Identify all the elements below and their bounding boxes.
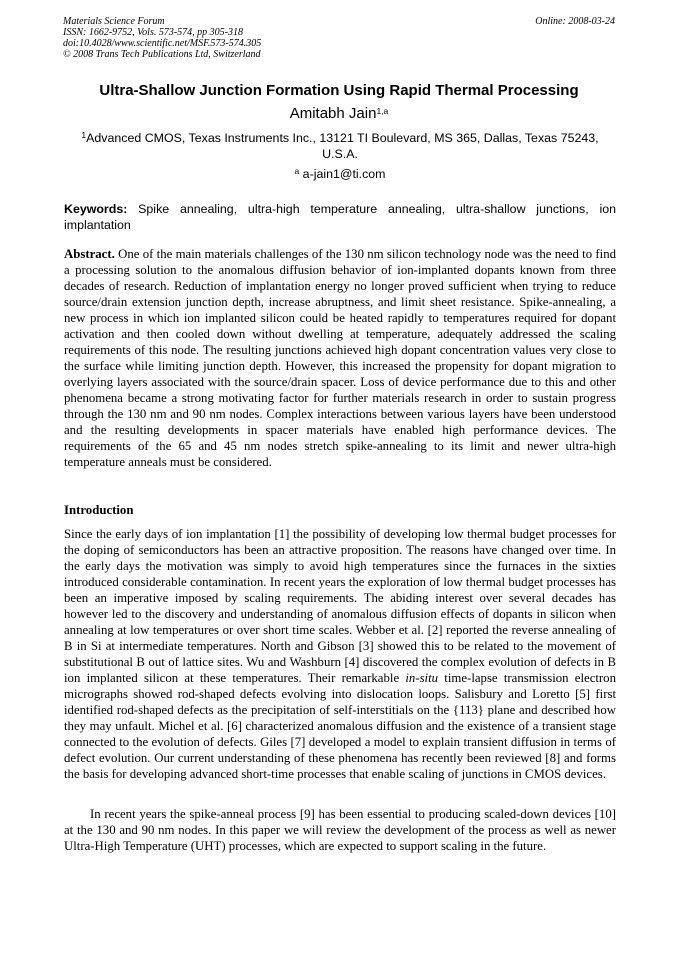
online-date: Online: 2008-03-24	[535, 16, 615, 27]
introduction-paragraph-1	[64, 526, 616, 782]
abstract	[64, 246, 616, 470]
abstract-text: One of the main materials challenges of the 130 nm silicon technology node was the need to find a processing solution to the anomalous diffusion behavior of ion-implanted dopants known from three decades of research. Reduction of implantation energy no longer proved sufficient when trying to reduce source/drain extension junction depth, increase abruptness, and limit sheet resistance. Spike-annealing, a new process in which ion implanted silicon could be heated rapidly to temperatures required for dopant activation and then cooled down without dwelling at temperature, adequately addressed the scaling requirements of this node. The resulting junctions achieved high dopant concentration values very close to the surface while limiting junction depth. However, this increased the propensity for dopant migration to overlying layers associated with the source/drain spacer. Loss of device performance due to this and other phenomena became a strong motivating factor for further materials research in order to sustain progress through the 130 nm and 90 nm nodes. Complex interactions between various layers have been understood and the resulting developments in spacer materials have enabled high performance devices. The requirements of the 65 and 45 nm nodes stretch spike-annealing to its limit and newer ultra-high temperature anneals must be considered.	[64, 247, 616, 469]
journal-name: Materials Science Forum	[63, 16, 165, 27]
abstract-label: Abstract.	[64, 247, 115, 261]
author-superscript: 1,a	[376, 106, 389, 116]
journal-header	[63, 16, 615, 60]
journal-copyright: © 2008 Trans Tech Publications Ltd, Switzerland	[63, 49, 261, 60]
affiliation-text: Advanced CMOS, Texas Instruments Inc., 13121 TI Boulevard, MS 365, Dallas, Texas 75243, U.S.A.	[86, 131, 599, 161]
keywords	[64, 201, 616, 233]
intro-p1-part-a: Since the early days of ion implantation [1] the possibility of developing low thermal budget processes for the doping of semiconductors has been an attractive proposition. The reasons have changed over time. In the early days the motivation was simply to avoid high temperatures since the furnaces in the sixties introduced considerable contamination. In recent years the exploration of low thermal budget processes has been an imperative imposed by scaling requirements. The abiding interest over several decades has however led to the discovery and understanding of anomalous diffusion effects of dopants in silicon when annealing at low temperatures or over short time scales. Webber et al. [2] reported the reverse annealing of B in Si at intermediate temperatures. North and Gibson [3] showed this to be related to the movement of substitutional B out of lattice sites. Wu and Washburn [4] discovered the complex evolution of defects in B ion implanted silicon at these temperatures. Their remarkable	[64, 527, 616, 685]
affiliation-superscript: 1	[81, 130, 87, 140]
journal-issn: ISSN: 1662-9752, Vols. 573-574, pp 305-318	[63, 27, 243, 38]
intro-p1-part-b: time-lapse transmission electron micrographs showed rod-shaped defects evolving into dislocation loops. Salisbury and Loretto [5] first identified rod-shaped defects as the precipitation of self-interstitials on the {113} plane and described how they may unfault. Michel et al. [6] characterized anomalous diffusion and the existence of a transient stage connected to the evolution of defects. Giles [7] developed a model to explain transient diffusion in terms of defect evolution. Our current understanding of these phenomena has recently been reviewed [8] and forms the basis for developing advanced short-time processes that enable scaling of junctions in CMOS devices.	[64, 671, 616, 781]
email-line	[64, 166, 616, 182]
author-line	[40, 105, 638, 123]
introduction-paragraph-2: In recent years the spike-anneal process [9] has been essential to producing scaled-down devices [10] at the 130 and 90 nm nodes. In this paper we will review the development of the process as well as newer Ultra-High Temperature (UHT) processes, which are expected to support scaling in the future.	[64, 807, 616, 853]
keywords-label: Keywords:	[64, 202, 128, 216]
author-name: Amitabh Jain	[289, 105, 377, 122]
intro-p1-italic: in-situ	[405, 671, 439, 685]
introduction-heading: Introduction	[64, 503, 134, 517]
journal-doi: doi:10.4028/www.scientific.net/MSF.573-574.305	[63, 38, 262, 49]
keywords-text: Spike annealing, ultra-high temperature annealing, ultra-shallow junctions, ion implantation	[64, 202, 616, 232]
affiliation	[64, 130, 616, 162]
author-email[interactable]: a-jain1@ti.com	[302, 167, 386, 181]
email-superscript: a	[294, 166, 300, 176]
paper-title: Ultra-Shallow Junction Formation Using Rapid Thermal Processing	[99, 82, 579, 99]
